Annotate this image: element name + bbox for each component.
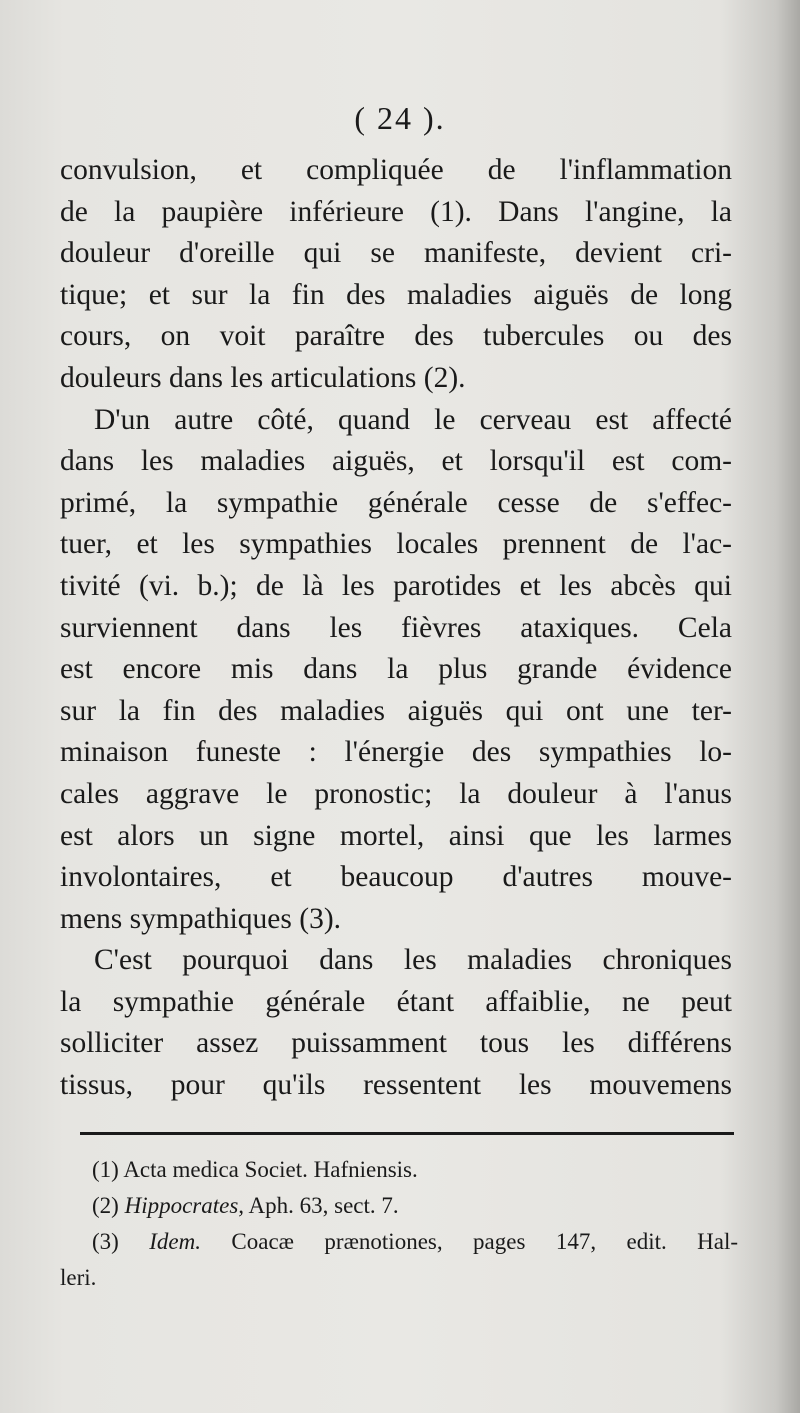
footnote-marker: (2) <box>92 1193 119 1218</box>
text-line: est encore mis dans la plus grande évidence <box>60 653 732 686</box>
text-line: surviennent dans les fièvres ataxiques. Cela <box>60 611 732 644</box>
text-line: convulsion, et compliquée de l'inflammation <box>60 154 732 186</box>
text-line: mens sympathiques (3). <box>60 902 342 935</box>
text-line: C'est pourquoi dans les maladies chroniques <box>94 944 732 977</box>
text-line: D'un autre côté, quand le cerveau est affecté <box>94 403 732 436</box>
page-number: ( 24 ). <box>354 100 446 136</box>
footnote-author: Idem. <box>149 1229 201 1254</box>
text-line: cales aggrave le pronostic; la douleur à l'anus <box>60 777 732 810</box>
footnote-2 <box>60 1188 738 1224</box>
footnote-1 <box>60 1152 738 1188</box>
footnote-text: Aph. 63, sect. 7. <box>248 1193 399 1218</box>
text-line: primé, la sympathie générale cesse de s'effec- <box>60 486 732 519</box>
footnote-3 <box>60 1224 738 1260</box>
body-text <box>60 150 732 1107</box>
text-line: sur la fin des maladies aiguës qui ont une ter- <box>60 694 732 727</box>
footnote-marker: (1) <box>92 1157 119 1182</box>
footnote-author: Hippocrates, <box>124 1193 245 1218</box>
text-line: la sympathie générale étant affaiblie, ne peut <box>60 985 732 1018</box>
footnote-text: Acta medica Societ. Hafniensis. <box>123 1157 418 1182</box>
text-line: dans les maladies aiguës, et lorsqu'il est com- <box>60 445 732 478</box>
text-line: douleurs dans les articulations (2). <box>60 361 466 394</box>
text-line: cours, on voit paraître des tubercules ou des <box>60 320 732 353</box>
text-line: solliciter assez puissamment tous les différens <box>60 1027 732 1060</box>
text-line: tique; et sur la fin des maladies aiguës de long <box>60 278 732 311</box>
text-line: tuer, et les sympathies locales prennent de l'ac- <box>60 528 732 561</box>
footnote-text: Coacæ prænotiones, pages 147, edit. Hal- <box>231 1229 739 1254</box>
text-line: tissus, pour qu'ils ressentent les mouvemens <box>60 1069 732 1102</box>
text-line: tivité (vi. b.); de là les parotides et les abcès qui <box>60 569 732 602</box>
text-line: douleur d'oreille qui se manifeste, devient cri- <box>60 237 732 270</box>
footnote-divider <box>80 1132 734 1135</box>
text-line: minaison funeste : l'énergie des sympathies lo- <box>60 736 732 769</box>
footnote-3-continuation: leri. <box>60 1265 97 1290</box>
footnote-marker: (3) <box>92 1229 119 1254</box>
text-line: involontaires, et beaucoup d'autres mouve- <box>60 861 732 894</box>
footnotes <box>60 1152 738 1296</box>
text-line: de la paupière inférieure (1). Dans l'angine, la <box>60 195 732 228</box>
text-line: est alors un signe mortel, ainsi que les larmes <box>60 819 732 852</box>
